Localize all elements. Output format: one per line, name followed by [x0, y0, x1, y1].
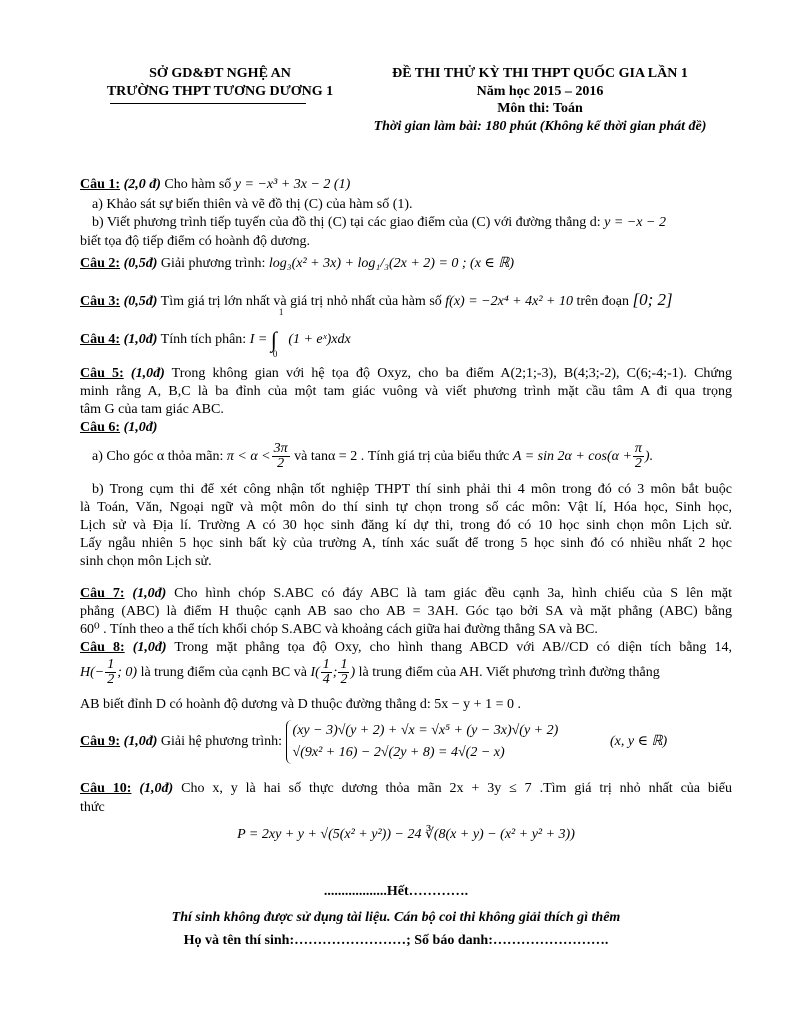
- q9-line: [80, 718, 732, 766]
- q2-text: Giải phương trình:: [160, 256, 266, 271]
- q1-points: (2,0 đ): [123, 177, 161, 192]
- q8-i-num2: 1: [340, 657, 348, 673]
- q5-points: (1,0đ): [130, 366, 165, 381]
- q7-colon: :: [119, 586, 125, 601]
- q8-i-den2: 2: [340, 672, 348, 688]
- q1-a: a) Khảo sát sự biến thiên và vẽ đồ thị (C) của hàm số (1).: [92, 197, 413, 212]
- q3-line: [80, 291, 732, 311]
- q8-i-num1: 1: [322, 657, 330, 673]
- q6-a-pi-frac: [633, 442, 644, 471]
- q2-label: Câu 2: [80, 256, 116, 271]
- q1-formula: y = −x³ + 3x − 2 (1): [234, 177, 351, 192]
- q4-line: [80, 307, 732, 360]
- q4-points: (1,0đ): [123, 332, 158, 348]
- q3-colon: :: [115, 294, 121, 309]
- q6-a: [92, 442, 744, 472]
- header-department: SỞ GD&ĐT NGHỆ AN: [149, 66, 291, 81]
- q6-a-frac-den: 2: [277, 456, 285, 472]
- q6-a-pi-den: 2: [634, 456, 642, 472]
- q2-formula: log₃(x² + 3x) + log₁/₃(2x + 2) = 0 ; (x ∈ ℝ): [268, 256, 515, 271]
- q8-h-num: 1: [107, 657, 115, 673]
- q8-i-sep: ;: [332, 665, 338, 680]
- q6-b1: b) Trong cụm thi để xét công nhận tốt nghiệp THPT thí sinh phải thi 4 môn trong đó có 3 môn bắt buộc: [92, 482, 732, 497]
- q9-eq2: √(9x² + 16) − 2√(2y + 8) = 4√(2 − x): [292, 744, 505, 760]
- q1-text: Cho hàm số: [164, 177, 232, 192]
- q8-h-den: 2: [107, 672, 115, 688]
- q7-line1: [80, 585, 732, 603]
- q4-colon: :: [115, 332, 121, 348]
- q9-text: Giải hệ phương trình:: [160, 734, 283, 749]
- q9-system: [286, 720, 559, 764]
- q7-points: (1,0đ): [132, 586, 167, 601]
- q5-text1: Trong không gian với hệ tọa độ Oxyz, cho ba điểm A(2;1;-3), B(4;3;-2), C(6;-4;-1). Chứng: [171, 366, 733, 381]
- q1-b2: biết tọa độ tiếp điểm có hoành độ dương.: [80, 234, 311, 249]
- q6-a-tan: và tanα = 2 . Tính giá trị của biểu thức: [294, 449, 510, 464]
- q1-b1: [92, 214, 744, 232]
- q3-points: (0,5đ): [123, 294, 158, 309]
- footer-end: ..................Hết………….: [323, 884, 469, 899]
- q8-h-pre: H(−: [80, 665, 105, 680]
- q4-upper: 1: [278, 307, 284, 317]
- q6-colon: :: [115, 420, 121, 435]
- q6-label: Câu 6: [80, 420, 116, 435]
- q10-line2: thức: [80, 800, 105, 815]
- q6-b4: Lấy ngẫu nhiên 5 học sinh bất kỳ của trường A, tính xác suất để trong 5 học sinh đó có nhiều nhất 2 học: [80, 536, 732, 551]
- q1-colon: :: [115, 177, 121, 192]
- q3-interval: [0; 2]: [632, 290, 673, 309]
- q4-text: Tính tích phân:: [160, 332, 247, 348]
- q8-mid1: là trung điểm của cạnh BC và: [140, 665, 307, 680]
- q8-mid2: là trung điểm của AH. Viết phương trình đường thẳng: [358, 665, 660, 680]
- q8-text1: Trong mặt phẳng tọa độ Oxy, cho hình thang ABCD với AB//CD có diện tích bằng 14,: [174, 640, 733, 655]
- q5-colon: :: [119, 366, 124, 381]
- q1-label: Câu 1: [80, 177, 116, 192]
- q1-line: [80, 176, 732, 194]
- q9-eq1: (xy − 3)√(y + 2) + √x = √x⁵ + (y − 3x)√(y + 2): [292, 722, 559, 738]
- q6-line: [80, 419, 732, 437]
- q8-h-post: ; 0): [117, 665, 138, 680]
- q9-label: Câu 9: [80, 734, 116, 749]
- q3-formula: f(x) = −2x⁴ + 4x² + 10: [445, 294, 573, 309]
- q6-points: (1,0đ): [123, 420, 158, 435]
- q5-line2: minh rằng A, B,C là ba đỉnh của một tam giác vuông và viết phương trình mặt cầu tâm A đi qua trọng: [80, 384, 732, 399]
- header-subject: Môn thi: Toán: [497, 101, 583, 116]
- q4-label: Câu 4: [80, 332, 116, 348]
- q1-b1-formula: y = −x − 2: [604, 215, 666, 230]
- q9-colon: :: [115, 734, 121, 749]
- q5-line3: tâm G của tam giác ABC.: [80, 402, 224, 417]
- footer-note: Thí sinh không được sử dụng tài liệu. Cán bộ coi thi không giải thích gì thêm: [171, 910, 621, 925]
- q10-line1: [80, 780, 732, 798]
- q6-a-expr: A = sin 2α + cos(α +: [512, 449, 632, 464]
- q10-formula: P = 2xy + y + √(5(x² + y²)) − 24 ∛(8(x + y) − (x² + y² + 3)): [237, 827, 575, 842]
- header-rule: [110, 103, 306, 104]
- q4-lhs: I =: [249, 332, 268, 348]
- q8-line1: [80, 639, 732, 657]
- q7-text1: Cho hình chóp S.ABC có đáy ABC là tam giác đều cạnh 3a, hình chiếu của S lên mặt: [174, 586, 732, 601]
- q1-b1-text: b) Viết phương trình tiếp tuyến của đồ thị (C) tại các giao điểm của (C) với đường thẳng d:: [92, 215, 601, 230]
- q6-a-pi-num: π: [634, 441, 642, 457]
- q3-text2: trên đoạn: [576, 294, 629, 309]
- header-exam-title: ĐỀ THI THỬ KỲ THI THPT QUỐC GIA LẦN 1: [392, 66, 688, 81]
- q10-label: Câu 10:: [80, 781, 132, 796]
- q6-a-frac-num: 3π: [273, 441, 288, 457]
- q9-points: (1,0đ): [123, 734, 158, 749]
- q8-label: Câu 8: [80, 640, 120, 655]
- header-duration: Thời gian làm bài: 180 phút (Không kể thời gian phát đề): [373, 119, 707, 134]
- q2-line: [80, 255, 732, 273]
- q4-body: (1 + eˣ)xdx: [288, 332, 351, 348]
- q5-label: Câu 5: [80, 366, 120, 381]
- q8-line3: AB biết đỉnh D có hoành độ dương và D thuộc đường thẳng d: 5x − y + 1 = 0 .: [80, 697, 521, 712]
- q3-label: Câu 3: [80, 294, 116, 309]
- integral-glyph: ∫: [270, 327, 277, 352]
- q8-i-pre: I(: [310, 665, 320, 680]
- q8-i-den1: 4: [322, 672, 330, 688]
- q7-label: Câu 7: [80, 586, 120, 601]
- q2-points: (0,5đ): [123, 256, 158, 271]
- q10-text1: Cho x, y là hai số thực dương thỏa mãn 2x + 3y ≤ 7 .Tìm giá trị nhỏ nhất của biểu: [181, 781, 733, 796]
- q8-i-frac2: [338, 658, 349, 687]
- q10-points: (1,0đ): [139, 781, 174, 796]
- q6-a-pre: a) Cho góc α thỏa mãn:: [92, 449, 224, 464]
- q8-colon: :: [119, 640, 125, 655]
- q8-h-frac: [105, 658, 116, 687]
- q6-a-end: ).: [644, 449, 654, 464]
- footer-candidate-line: Họ và tên thí sinh:……………………; Số báo danh:…………………….: [183, 933, 609, 948]
- q2-colon: :: [115, 256, 121, 271]
- integral-sign: [270, 307, 285, 360]
- q6-a-frac: [272, 442, 290, 471]
- q6-a-cond: π < α <: [226, 449, 271, 464]
- q6-b2: là Toán, Văn, Ngoại ngữ và một môn do thí sinh tự chọn trong số các môn: Vật lí, Hóa học, Sinh học,: [80, 500, 732, 515]
- q3-text: Tìm giá trị lớn nhất và giá trị nhỏ nhất của hàm số: [160, 294, 442, 309]
- q8-points: (1,0đ): [132, 640, 167, 655]
- q6-b5: sinh chọn môn Lịch sử.: [80, 554, 212, 569]
- header-school: TRƯỜNG THPT TƯƠNG DƯƠNG 1: [106, 84, 334, 99]
- q7-line3: 60⁰ . Tính theo a thể tích khối chóp S.ABC và khoảng cách giữa hai đường thẳng SA và BC.: [80, 622, 598, 637]
- header-school-year: Năm học 2015 – 2016: [476, 84, 604, 99]
- q8-line2: [80, 658, 732, 688]
- q7-line2: phẳng (ABC) là điểm H thuộc cạnh AB sao cho AB = 3AH. Góc tạo bởi SA và mặt phẳng (ABC) bằng: [80, 604, 732, 619]
- q8-i-post: ): [350, 665, 356, 680]
- q6-b3: Lịch sử và Địa lí. Trường A có 30 học sinh đăng kí dự thi, trong đó có 10 học sinh chọn môn Lịch sử.: [80, 518, 732, 533]
- q4-lower: 0: [272, 349, 278, 359]
- q5-line1: [80, 365, 732, 383]
- q9-domain: (x, y ∈ ℝ): [610, 734, 668, 749]
- q8-i-frac1: [321, 658, 332, 687]
